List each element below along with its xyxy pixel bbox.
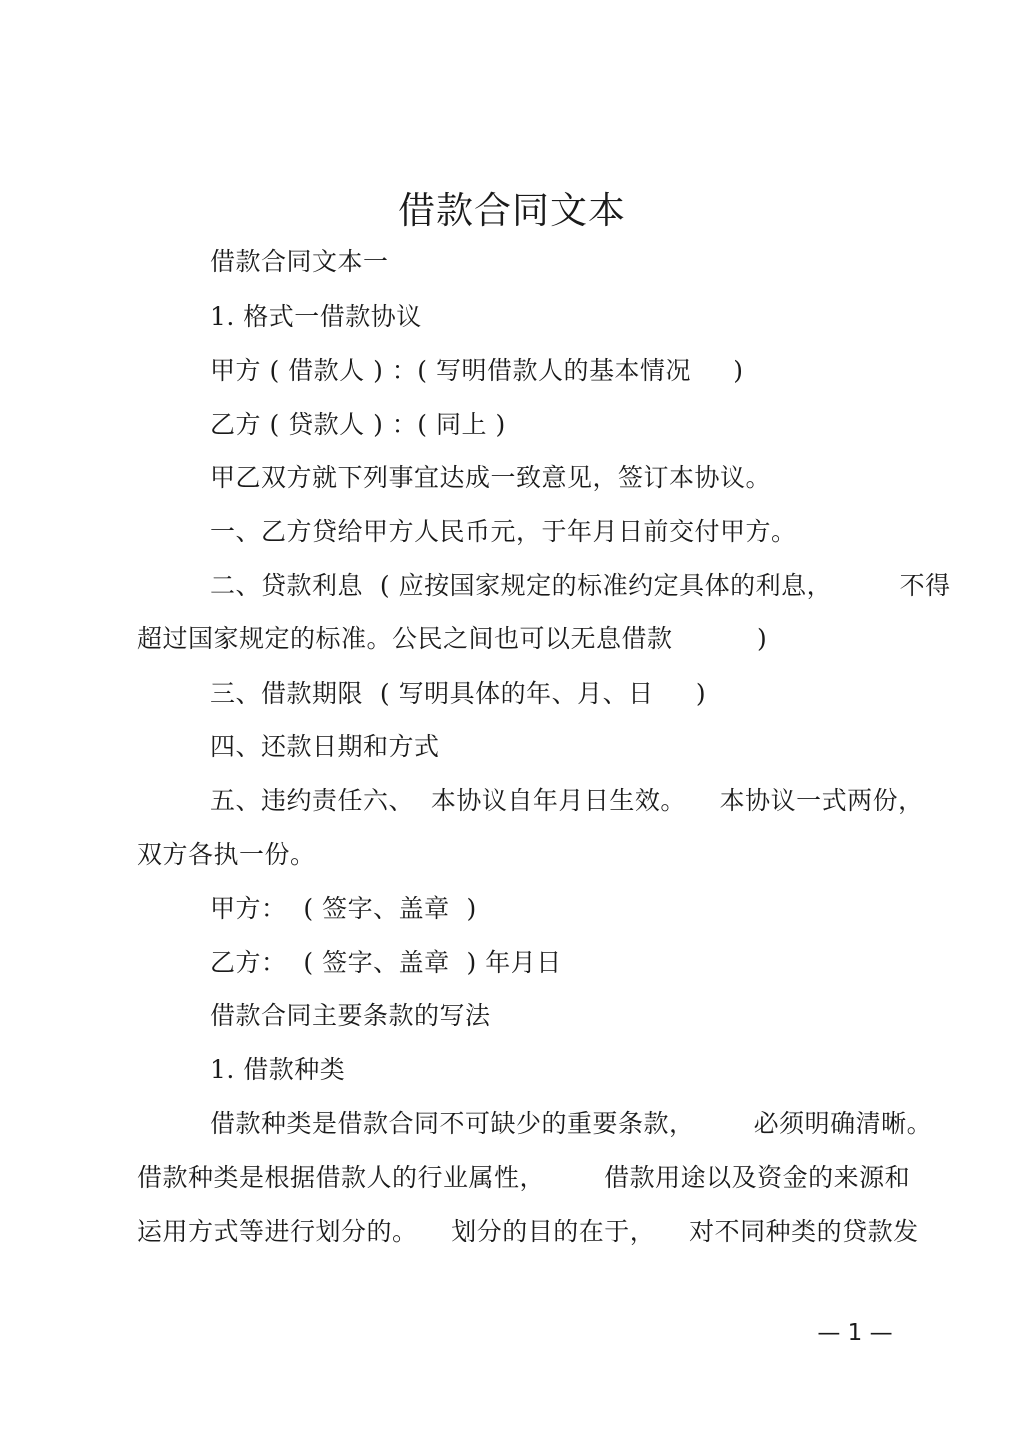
paragraph-line: 双方各执一份。 (137, 840, 316, 869)
paragraph-line: 运用方式等进行划分的。 划分的目的在于， 对不同种类的贷款发 (137, 1217, 919, 1246)
signature-line: 甲方： ( 签字、盖章 ) (210, 894, 477, 923)
subsection-heading: 1. 格式一借款协议 (210, 302, 422, 331)
paragraph-line: 五、违约责任六、 本协议自年月日生效。 本协议一式两份， (210, 786, 924, 815)
subsection-heading: 1. 借款种类 (210, 1055, 346, 1084)
paragraph-line: 乙方 ( 贷款人 ) ：( 同上 ) (210, 410, 506, 439)
section-heading: 借款合同主要条款的写法 (210, 1001, 491, 1030)
paragraph-line: 借款种类是根据借款人的行业属性， 借款用途以及资金的来源和 (137, 1163, 911, 1192)
paragraph-line: 一、乙方贷给甲方人民币元，于年月日前交付甲方。 (210, 517, 797, 546)
paragraph-line: 四、还款日期和方式 (210, 732, 440, 761)
paragraph-line: 甲乙双方就下列事宜达成一致意见，签订本协议。 (210, 463, 772, 492)
paragraph-line: 借款种类是借款合同不可缺少的重要条款， 必须明确清晰。 (210, 1109, 933, 1138)
signature-line: 乙方： ( 签字、盖章 ) 年月日 (210, 948, 562, 977)
paragraph-line: 超过国家规定的标准。公民之间也可以无息借款 ) (137, 624, 768, 653)
paragraph-line: 甲方 ( 借款人 ) ：( 写明借款人的基本情况 ) (210, 356, 744, 385)
page-number: — 1 — (817, 1320, 893, 1346)
section-heading: 借款合同文本一 (210, 247, 389, 276)
document-title: 借款合同文本 (398, 189, 626, 232)
paragraph-line: 三、借款期限 ( 写明具体的年、月、日 ) (210, 679, 707, 708)
paragraph-line: 二、贷款利息 ( 应按国家规定的标准约定具体的利息， 不得 (210, 571, 951, 600)
